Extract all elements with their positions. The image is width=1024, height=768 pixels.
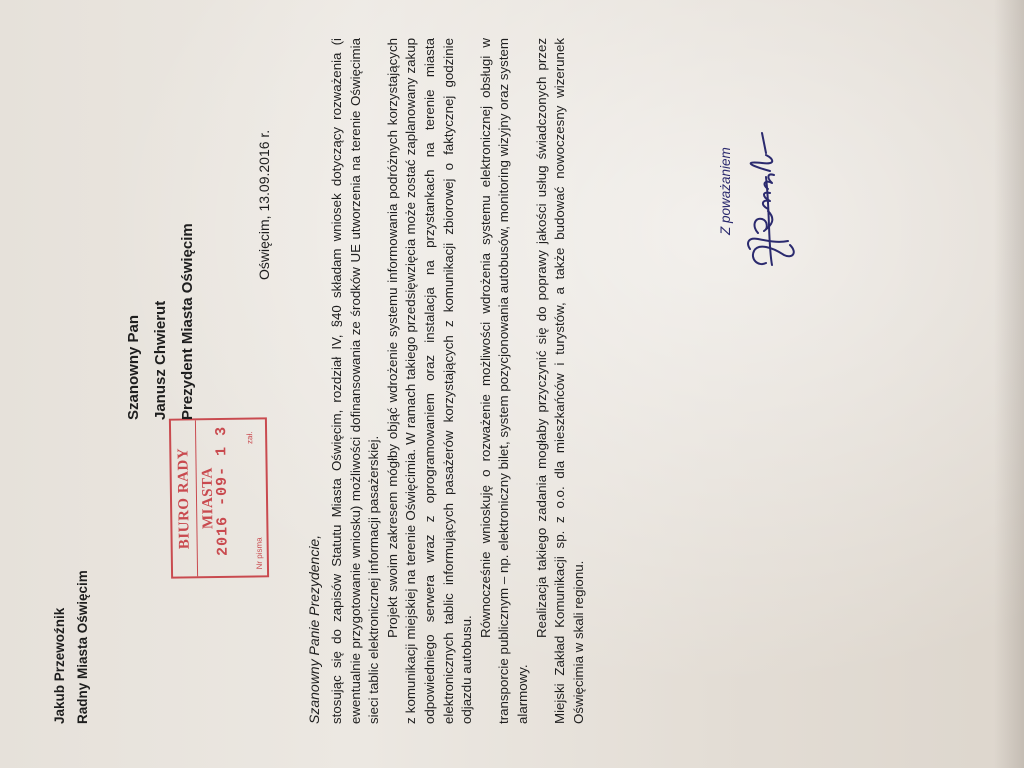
sender-title: Radny Miasta Oświęcim: [75, 570, 90, 724]
addressee-block: [120, 223, 201, 420]
paragraph-request: stosując się do zapisów Statutu Miasta Oświęcim, rozdział IV, §40 składam wniosek dotyczący rozważenia (i ewentualnie przygotowanie wniosku) możliwości dofinansowania ze środków UE utworzenia na terenie Oświęcimia sieci tablic elektronicznej informacji pasażerskiej.: [329, 38, 382, 724]
addressee-salutation-line: Szanowny Pan: [125, 314, 142, 420]
stamp-date: 2016 -09- 1 3: [212, 425, 232, 557]
addressee-title: Prezydent Miasta Oświęcim: [179, 223, 196, 420]
stamp-title: BIURO RADY MIASTA: [171, 420, 198, 576]
reception-stamp: [169, 417, 269, 578]
handwritten-signature: [728, 123, 813, 273]
place-and-date: Oświęcim, 13.09.2016 r.: [256, 129, 272, 280]
sender-name: Jakub Przewoźnik: [52, 607, 67, 724]
addressee-name: Janusz Chwierut: [152, 300, 169, 420]
stamp-attachments-label: zał.: [245, 431, 255, 445]
paragraph-benefits: Realizacja takiego zadania mogłaby przyczynić się do poprawy jakości usług świadczonych przez Miejski Zakład Komunikacji sp. z o.o. dla mieszkańców i turystów, a także budować nowoczesny wizerunek Oświęcimia w skali regionu.: [533, 38, 586, 724]
paragraph-project-scope: Projekt swoim zakresem mógłby objąć wdrożenie systemu informowania podróżnych korzystających z komunikacji miejskiej na terenie Oświęcimia. W ramach takiego przedsięwzięcia może zostać zaplanowany zakup odpowiedniego serwera wraz z oprogramowaniem oraz instalacja na przystankach na terenie miasta elektronicznych tablic informujących pasażerów korzystających z komunikacji zbiorowej o faktycznej godzinie odjazdu autobusu.: [384, 38, 475, 724]
closing-phrase: Z poważaniem: [718, 147, 733, 235]
sender-block: [48, 570, 94, 724]
paragraph-electronic-services: Równocześnie wnioskuję o rozważenie możliwości wdrożenia systemu elektronicznej obsługi w transporcie publicznym – np. elektroniczny bilet, system pozycjonowania autobusów, monitoring wizyjny oraz system alarmowy.: [477, 38, 530, 724]
letter-body: [328, 38, 588, 724]
stamp-document-number-label: Nr pisma: [254, 537, 265, 570]
salutation: Szanowny Panie Prezydencie,: [306, 534, 322, 724]
